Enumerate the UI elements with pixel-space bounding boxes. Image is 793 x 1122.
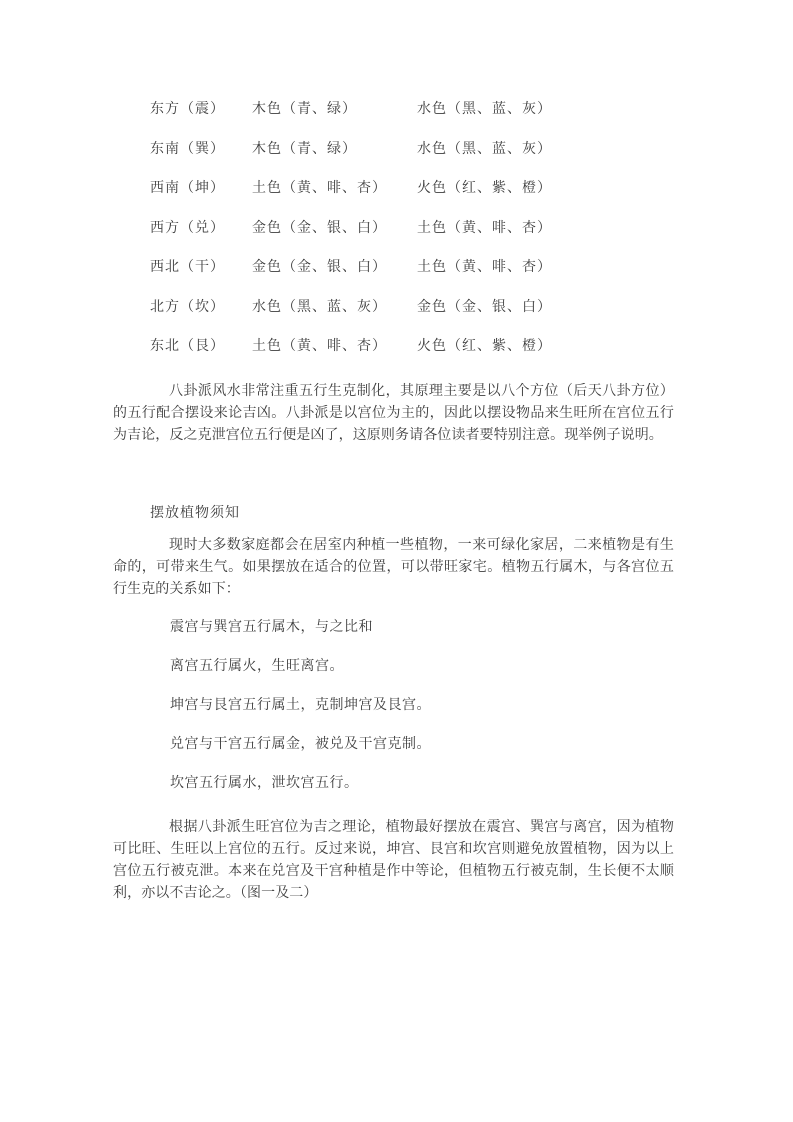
list-item: 兑宫与干宫五行属金，被兑及干宫克制。 bbox=[170, 736, 431, 752]
paragraph-conclusion: 根据八卦派生旺宫位为吉之理论，植物最好摆放在震宫、巽宫与离宫，因为植物可比旺、生旺以上宫位的五行。反过来说，坤宫、艮宫和坎宫则避免放置植物，因为以上宫位五行被克泄。本来在兑宫及干宫种植是作中等论，但植物五行被克制，生长便不太顺利，亦以不吉论之。（图一及二） bbox=[113, 819, 674, 901]
unfavorable-colors-cell: 水色（黑、蓝、灰） bbox=[417, 102, 552, 117]
favorable-colors-cell: 土色（黄、啡、杏） bbox=[252, 339, 387, 354]
section-heading: 摆放植物须知 bbox=[150, 505, 240, 521]
five-elements-table bbox=[113, 90, 681, 367]
favorable-colors-cell: 土色（黄、啡、杏） bbox=[252, 181, 387, 196]
table-row bbox=[150, 327, 681, 367]
favorable-colors-cell: 金色（金、银、白） bbox=[252, 220, 387, 236]
paragraph-bagua-principle: 八卦派风水非常注重五行生克制化，其原理主要是以八个方位（后天八卦方位）的五行配合摆设来论吉凶。八卦派是以宫位为主的，因此以摆设物品来生旺所在宫位五行为吉论，反之克泄宫位五行便是凶了，这原则务请各位读者要特别注意。现举例子说明。 bbox=[113, 383, 674, 443]
unfavorable-colors-cell: 火色（红、紫、橙） bbox=[417, 181, 552, 196]
unfavorable-colors-cell: 金色（金、银、白） bbox=[417, 299, 552, 315]
unfavorable-colors-cell: 水色（黑、蓝、灰） bbox=[417, 141, 552, 157]
unfavorable-colors-cell: 火色（红、紫、橙） bbox=[417, 339, 552, 354]
table-row bbox=[150, 248, 681, 288]
direction-cell: 西方（兑） bbox=[150, 220, 225, 236]
paragraph-plants-intro: 现时大多数家庭都会在居室内种植一些植物，一来可绿化家居，二来植物是有生命的，可带来生气。如果摆放在适合的位置，可以带旺家宅。植物五行属木，与各宫位五行生克的关系如下： bbox=[113, 537, 674, 597]
favorable-colors-cell: 水色（黑、蓝、灰） bbox=[252, 299, 387, 315]
direction-cell: 西南（坤） bbox=[150, 181, 225, 196]
direction-cell: 西北（干） bbox=[150, 260, 225, 275]
list-item: 坎宫五行属水，泄坎宫五行。 bbox=[170, 775, 359, 791]
table-row bbox=[150, 209, 681, 249]
direction-cell: 北方（坎） bbox=[150, 299, 225, 315]
list-item: 坤宫与艮宫五行属土，克制坤宫及艮宫。 bbox=[170, 697, 431, 713]
direction-cell: 东方（震） bbox=[150, 102, 225, 117]
unfavorable-colors-cell: 土色（黄、啡、杏） bbox=[417, 260, 552, 275]
list-item: 震宫与巽宫五行属木，与之比和 bbox=[170, 619, 373, 635]
table-row bbox=[150, 288, 681, 328]
table-row bbox=[150, 169, 681, 209]
favorable-colors-cell: 金色（金、银、白） bbox=[252, 260, 387, 275]
favorable-colors-cell: 木色（青、绿） bbox=[252, 102, 357, 117]
direction-cell: 东北（艮） bbox=[150, 339, 225, 354]
palace-relations-list bbox=[113, 617, 681, 795]
unfavorable-colors-cell: 土色（黄、啡、杏） bbox=[417, 220, 552, 236]
direction-cell: 东南（巽） bbox=[150, 141, 225, 157]
table-row bbox=[150, 90, 681, 130]
table-row bbox=[150, 130, 681, 170]
favorable-colors-cell: 木色（青、绿） bbox=[252, 141, 357, 157]
list-item: 离宫五行属火，生旺离宫。 bbox=[170, 658, 344, 674]
